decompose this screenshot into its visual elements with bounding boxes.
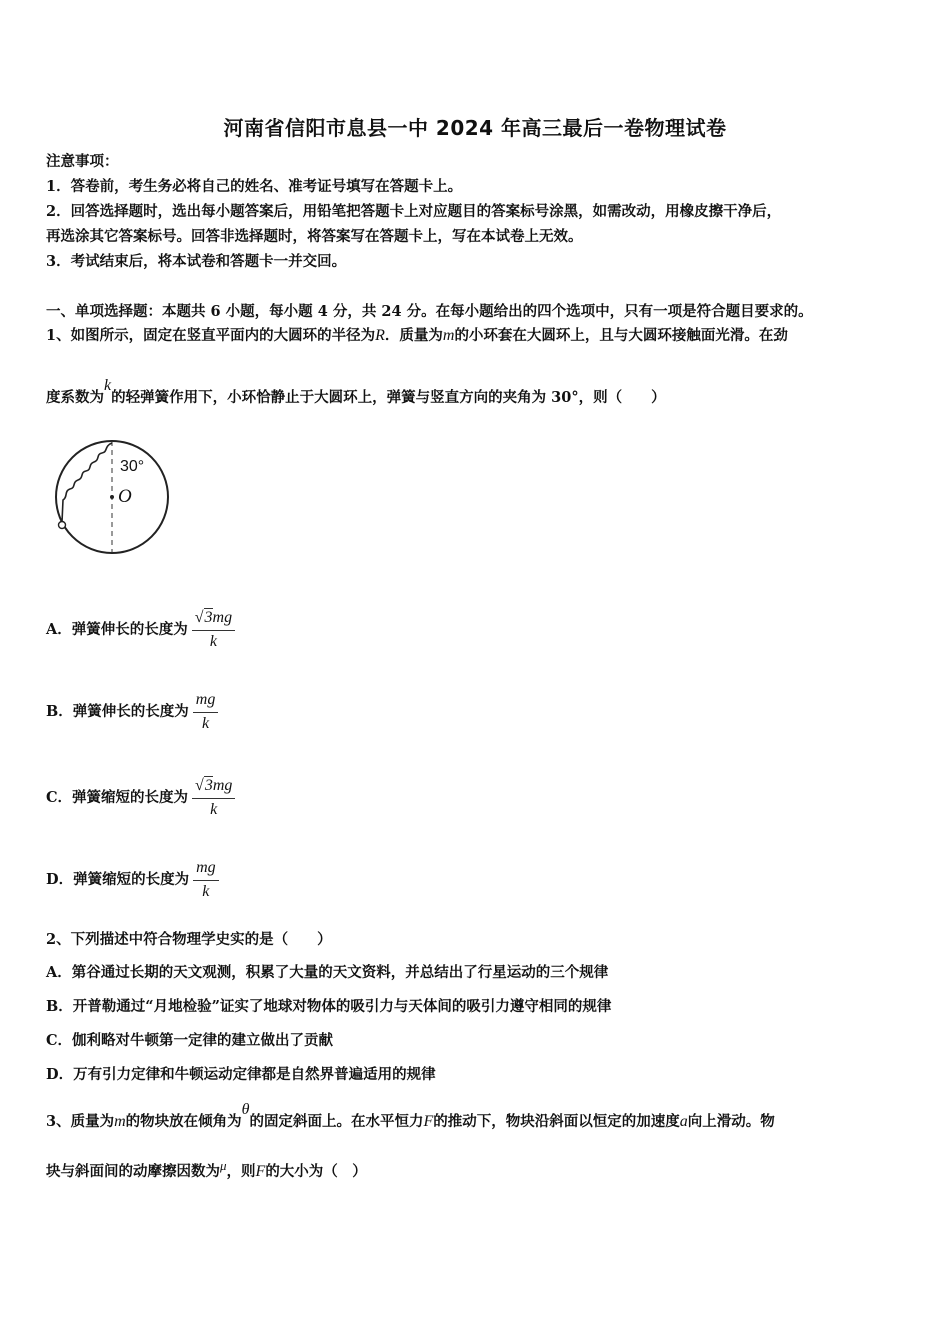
q2-option-d: D．万有引力定律和牛顿运动定律都是自然界普遍适用的规律 [46,1066,436,1083]
q1-option-c [46,776,235,820]
q3-text: 的物块放在倾角为 [125,1113,242,1130]
q2-option-c: C．伽利略对牛顿第一定律的建立做出了贡献 [46,1032,334,1049]
q3-text: 块与斜面间的动摩擦因数为 [46,1163,220,1180]
q3-var-a: a [679,1113,688,1130]
q1-option-d [46,858,219,902]
spring [62,443,112,522]
q3-text: ，则 [226,1163,256,1180]
q1-option-a [46,608,235,652]
center-point [110,495,114,499]
q3-var-m: m [114,1113,126,1130]
q3-stem-line2 [46,1158,367,1182]
notice-item-2: 2．回答选择题时，选出每小题答案后，用铅笔把答题卡上对应题目的答案标号涂黑，如需改动，用橡皮擦干净后， [46,203,782,220]
q1-text: 1、如图所示，固定在竖直平面内的大圆环的半径为 [46,327,376,344]
q3-text: 向上滑动。物 [687,1113,775,1130]
small-ring [59,522,66,529]
q1-var-k: k [104,377,112,394]
fraction [193,858,219,902]
fraction [192,776,235,820]
q3-text: 的大小为（ ） [265,1163,367,1180]
numerator: mg [212,777,233,794]
denominator: k [210,801,218,818]
q1-text: 度系数为 [46,389,104,406]
angle-label: 30° [120,458,145,475]
center-label: O [118,486,132,507]
notice-item-2-cont: 再选涂其它答案标号。回答非选择题时，将答案写在答题卡上，写在本试卷上无效。 [46,228,583,245]
notice-item-3: 3．考试结束后，将本试卷和答题卡一并交回。 [46,253,347,270]
q3-text: 3、质量为 [46,1113,115,1130]
q1-text: 的轻弹簧作用下，小环恰静止于大圆环上，弹簧与竖直方向的夹角为 30°，则（ ） [111,389,666,406]
fraction [193,690,219,734]
sqrt-sign: √ [195,777,204,794]
q2-option-a: A．第谷通过长期的天文观测，积累了大量的天文资料，并总结出了行星运动的三个规律 [46,964,609,981]
q3-text: 的固定斜面上。在水平恒力 [249,1113,424,1130]
q1-text: 的小环套在大圆环上，且与大圆环接触面光滑。在劲 [454,327,788,344]
section-heading: 一、单项选择题：本题共 6 小题，每小题 4 分，共 24 分。在每小题给出的四个选项中，只有一项是符合题目要求的。 [46,303,813,320]
q1-stem-line2 [46,377,666,408]
q1-var-R: R [375,327,385,344]
q3-text: 的推动下，物块沿斜面以恒定的加速度 [433,1113,680,1130]
q2-option-b: B．开普勒通过“月地检验”证实了地球对物体的吸引力与天体间的吸引力遵守相同的规律 [46,998,612,1015]
notice-heading: 注意事项： [46,153,119,170]
fraction [192,608,235,652]
numerator: mg [212,609,233,626]
sqrt-radicand: 3 [204,609,213,626]
q1-stem-line1 [46,326,788,346]
q3-var-mu: μ [220,1158,227,1173]
q3-var-F: F [423,1113,434,1130]
q1-option-b [46,690,218,734]
numerator: mg [193,858,219,881]
option-label: D．弹簧缩短的长度为 [46,871,190,888]
q3-stem-line1 [46,1101,775,1132]
option-label: A．弹簧伸长的长度为 [46,621,188,638]
q1-var-m: m [442,327,455,344]
q3-var-theta: θ [241,1101,250,1118]
q2-stem: 2、下列描述中符合物理学史实的是（ ） [46,931,332,948]
q3-var-F: F [255,1163,266,1180]
denominator: k [209,633,217,650]
sqrt-sign: √ [194,609,204,626]
numerator: mg [193,690,219,713]
q1-text: ．质量为 [384,327,443,344]
circle-spring-diagram [50,440,180,565]
denominator: k [201,715,210,732]
notice-item-1: 1．答卷前，考生务必将自己的姓名、准考证号填写在答题卡上。 [46,178,463,195]
sqrt-radicand: 3 [204,777,213,794]
option-label: B．弹簧伸长的长度为 [46,703,189,720]
option-label: C．弹簧缩短的长度为 [46,789,189,806]
page-title: 河南省信阳市息县一中 2024 年高三最后一卷物理试卷 [223,116,727,140]
denominator: k [202,883,210,900]
